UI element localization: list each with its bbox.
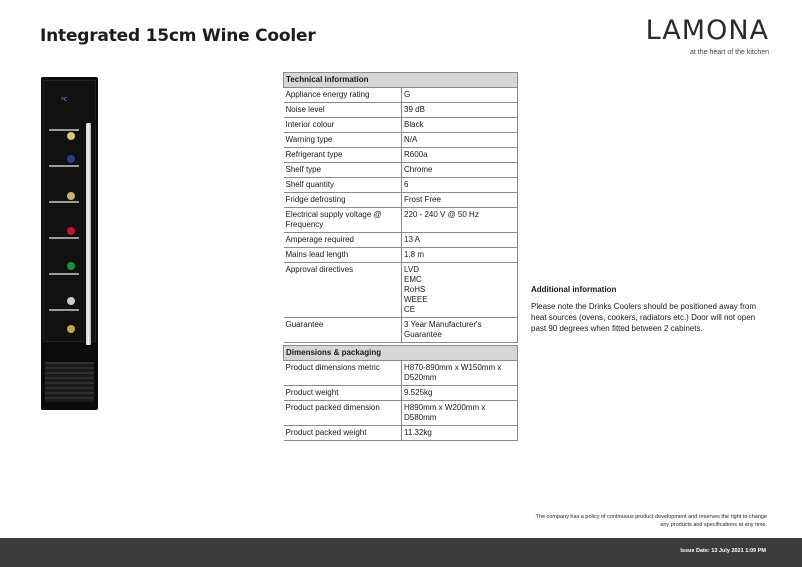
table-row bbox=[284, 386, 518, 401]
spec-label: Mains lead length bbox=[284, 248, 402, 263]
spec-label: Product dimensions metric bbox=[284, 361, 402, 386]
bottle bbox=[67, 155, 75, 163]
shelf bbox=[49, 237, 79, 239]
bottle bbox=[67, 132, 75, 140]
table-row bbox=[284, 426, 518, 441]
shelf bbox=[49, 129, 79, 131]
spec-value: H890mm x W200mm x D580mm bbox=[402, 401, 518, 426]
shelf bbox=[49, 165, 79, 167]
technical-info-table bbox=[283, 72, 518, 343]
table-row bbox=[284, 118, 518, 133]
spec-value: H870-890mm x W150mm x D520mm bbox=[402, 361, 518, 386]
spec-label: Noise level bbox=[284, 103, 402, 118]
table-row bbox=[284, 148, 518, 163]
spec-value: 9.525kg bbox=[402, 386, 518, 401]
dimensions-heading: Dimensions & packaging bbox=[284, 346, 518, 361]
spec-value: 220 - 240 V @ 50 Hz bbox=[402, 208, 518, 233]
spec-value: G bbox=[402, 88, 518, 103]
spec-label: Amperage required bbox=[284, 233, 402, 248]
spec-value: 13 A bbox=[402, 233, 518, 248]
spec-value: Black bbox=[402, 118, 518, 133]
table-row bbox=[284, 178, 518, 193]
bottle bbox=[67, 192, 75, 200]
table-row bbox=[284, 318, 518, 343]
table-row bbox=[284, 163, 518, 178]
table-row bbox=[284, 193, 518, 208]
policy-note: The company has a policy of continuous product development and reserves the right to change any products and specifications at any time. bbox=[535, 514, 767, 528]
table-row bbox=[284, 88, 518, 103]
spec-label: Appliance energy rating bbox=[284, 88, 402, 103]
table-row bbox=[284, 233, 518, 248]
spec-label: Warning type bbox=[284, 133, 402, 148]
spec-label: Interior colour bbox=[284, 118, 402, 133]
table-row bbox=[284, 401, 518, 426]
table-row bbox=[284, 263, 518, 318]
door-handle bbox=[86, 123, 91, 345]
technical-heading: Technical information bbox=[284, 73, 518, 88]
footer-bar bbox=[0, 538, 802, 567]
product-image bbox=[41, 77, 98, 410]
spec-value: 1.8 m bbox=[402, 248, 518, 263]
spec-value: Chrome bbox=[402, 163, 518, 178]
table-row bbox=[284, 248, 518, 263]
spec-label: Shelf quantity bbox=[284, 178, 402, 193]
table-row bbox=[284, 361, 518, 386]
additional-heading: Additional information bbox=[531, 285, 617, 294]
bottle bbox=[67, 297, 75, 305]
bottle bbox=[67, 325, 75, 333]
additional-text: Please note the Drinks Coolers should be positioned away from heat sources (ovens, cookers, radiators etc.) Door will not open past 90 degrees when fitted between 2 cabinets. bbox=[531, 302, 757, 333]
bottle bbox=[67, 262, 75, 270]
spec-label: Product packed dimension bbox=[284, 401, 402, 426]
page-title: Integrated 15cm Wine Cooler bbox=[40, 26, 316, 46]
table-row bbox=[284, 133, 518, 148]
spec-value: 39 dB bbox=[402, 103, 518, 118]
additional-info bbox=[531, 284, 769, 334]
bottle bbox=[67, 227, 75, 235]
spec-value: 3 Year Manufacturer's Guarantee bbox=[402, 318, 518, 343]
table-row bbox=[284, 103, 518, 118]
spec-label: Product packed weight bbox=[284, 426, 402, 441]
spec-label: Guarantee bbox=[284, 318, 402, 343]
temperature-display: ºC bbox=[61, 97, 68, 103]
spec-label: Approval directives bbox=[284, 263, 402, 318]
brand-name: LAMONA bbox=[645, 15, 769, 46]
shelf bbox=[49, 309, 79, 311]
spec-label: Fridge defrosting bbox=[284, 193, 402, 208]
spec-label: Shelf type bbox=[284, 163, 402, 178]
spec-label: Product weight bbox=[284, 386, 402, 401]
shelf bbox=[49, 273, 79, 275]
shelf bbox=[49, 201, 79, 203]
brand-tagline: at the heart of the kitchen bbox=[690, 49, 769, 56]
dimensions-table bbox=[283, 345, 518, 441]
spec-value: N/A bbox=[402, 133, 518, 148]
issue-date: Issue Date: 13 July 2021 1:09 PM bbox=[680, 548, 766, 554]
spec-label: Refrigerant type bbox=[284, 148, 402, 163]
spec-value: LVD EMC RoHS WEEE CE bbox=[402, 263, 518, 318]
spec-value: 6 bbox=[402, 178, 518, 193]
spec-value: 11.32kg bbox=[402, 426, 518, 441]
vent-grille bbox=[45, 362, 94, 402]
spec-value: R600a bbox=[402, 148, 518, 163]
spec-label: Electrical supply voltage @ Frequency bbox=[284, 208, 402, 233]
brand-logo bbox=[643, 16, 769, 56]
spec-value: Frost Free bbox=[402, 193, 518, 208]
table-row bbox=[284, 208, 518, 233]
